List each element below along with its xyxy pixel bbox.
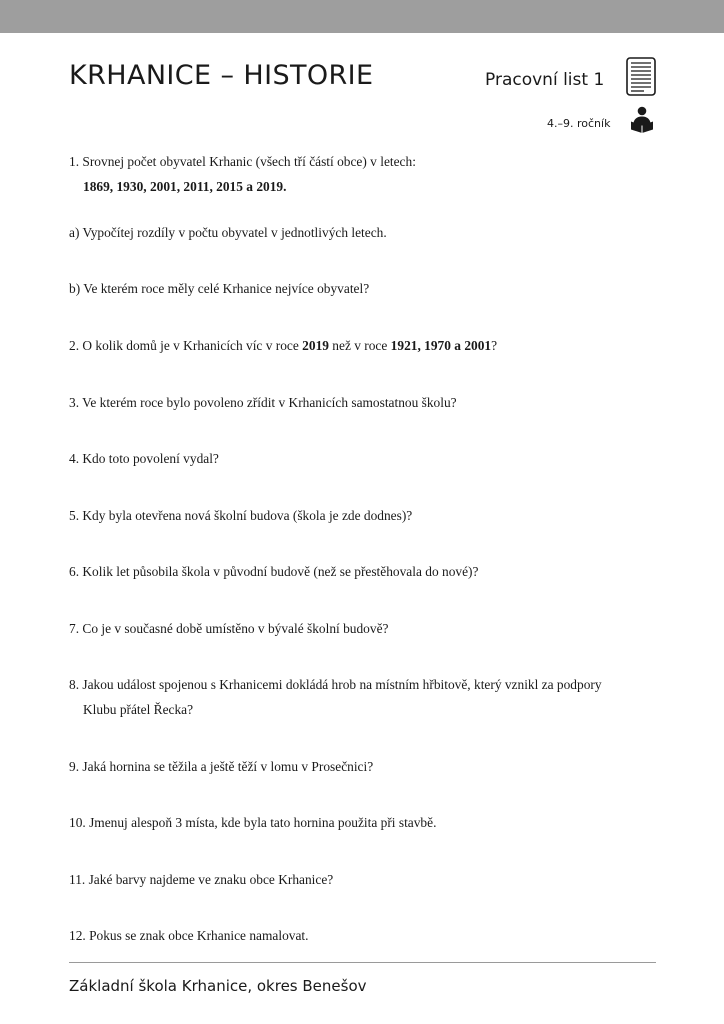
- question-1-text: 1. Srovnej počet obyvatel Krhanic (všech tří částí obce) v letech:: [69, 154, 416, 169]
- question-11: 11. Jaké barvy najdeme ve znaku obce Krhanice?: [69, 872, 334, 887]
- question-12: 12. Pokus se znak obce Krhanice namalovat.: [69, 928, 309, 943]
- page-title: KRHANICE – HISTORIE: [69, 60, 374, 91]
- question-6: 6. Kolik let působila škola v původní budově (než se přestěhovala do nové)?: [69, 564, 479, 579]
- question-5: 5. Kdy byla otevřena nová školní budova (škola je zde dodnes)?: [69, 508, 413, 523]
- question-8-line-2: Klubu přátel Řecka?: [83, 702, 194, 717]
- worksheet-label: Pracovní list 1: [485, 70, 605, 90]
- student-reading-icon: [628, 106, 656, 134]
- grade-label: 4.–9. ročník: [547, 117, 611, 130]
- question-8: [69, 672, 602, 722]
- question-4: 4. Kdo toto povolení vydal?: [69, 451, 219, 466]
- question-3: 3. Ve kterém roce bylo povoleno zřídit v Krhanicích samostatnou školu?: [69, 395, 457, 410]
- footer-divider: [69, 962, 656, 963]
- question-1-years: 1869, 1930, 2001, 2011, 2015 a 2019.: [83, 179, 287, 194]
- question-7: 7. Co je v současné době umístěno v bývalé školní budově?: [69, 621, 389, 636]
- question-2: 2. O kolik domů je v Krhanicích víc v roce 2019 než v roce 1921, 1970 a 2001?: [69, 338, 498, 353]
- question-10: 10. Jmenuj alespoň 3 místa, kde byla tato hornina použita při stavbě.: [69, 815, 437, 830]
- question-9: 9. Jaká hornina se těžila a ještě těží v lomu v Prosečnici?: [69, 759, 374, 774]
- question-1a: a) Vypočítej rozdíly v počtu obyvatel v jednotlivých letech.: [69, 225, 387, 240]
- question-1b: b) Ve kterém roce měly celé Krhanice nejvíce obyvatel?: [69, 281, 370, 296]
- question-1: [69, 149, 416, 199]
- worksheet-icon: [626, 57, 656, 96]
- footer-school: Základní škola Krhanice, okres Benešov: [69, 977, 367, 995]
- top-band: [0, 0, 724, 33]
- question-8-line-1: 8. Jakou událost spojenou s Krhanicemi dokládá hrob na místním hřbitově, který vznikl za podpory: [69, 677, 602, 692]
